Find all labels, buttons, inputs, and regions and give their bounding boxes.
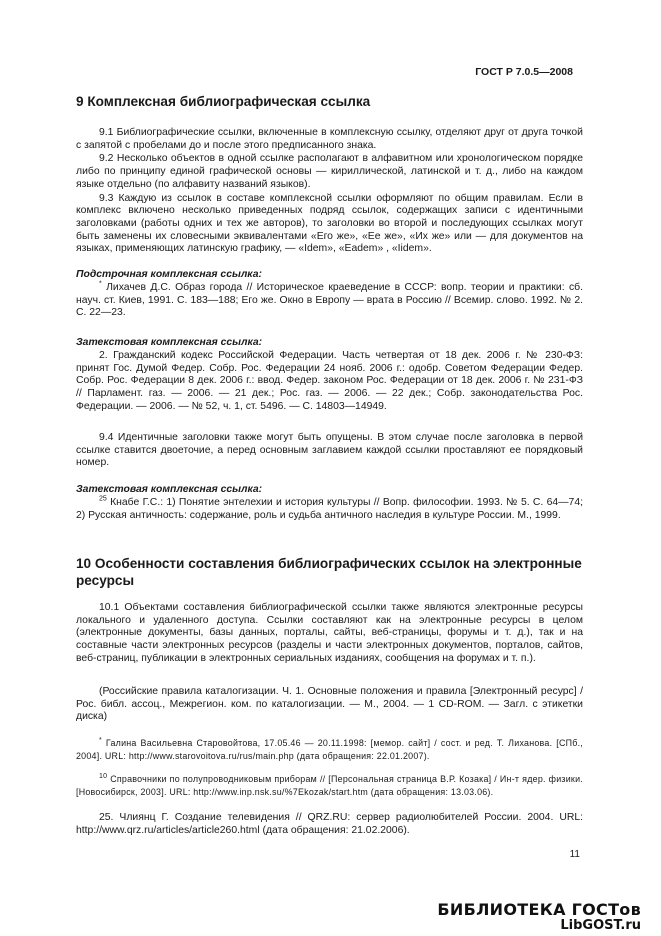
footnote-mark: 10 [99,773,108,781]
example-electronic-1 [76,686,583,725]
section-9-paragraphs [76,127,583,257]
document-id: ГОСТ Р 7.0.5—2008 [475,66,573,78]
paragraph-10-1-block [76,602,583,667]
footnote-example-1 [76,737,583,763]
paragraph-9-1: 9.1 Библиографические ссылки, включенные в комплексную ссылку, отделяют друг от друга точкой с запятой с пробелами до и после этого предписанного знака. [76,127,583,151]
example-label-intext: Затекстовая комплексная ссылка: [76,337,263,348]
footnote-text: Галина Васильевна Старовойтова, 17.05.46 — 20.11.1998: [мемор. сайт] / сост. и ред. Т. Лиханова. [СПб., 2004]. URL: http://www.starovoitova.ru/rus/main.php (дата обращения: 22.01.2007). [76,738,583,761]
footnote-mark: * [99,737,102,745]
watermark-site: LibGOST.ru [560,918,641,933]
footnote-example-2 [76,773,583,799]
footnote-mark: 25 [99,495,107,503]
example-text: 25. Члиянц Г. Создание телевидения // QRZ.RU: сервер радиолюбителей России. 2004. URL: http://www.qrz.ru/articles/article260.html (дата обращения: 21.02.2006). [76,812,583,836]
example-text: Кнабе Г.С.: 1) Понятие энтелехии и история культуры // Вопр. философии. 1993. № 5. С. 64—74; 2) Русская античность: содержание, роль и судьба античного наследия в культуре России. М., 1999. [76,497,584,521]
paragraph-9-4: 9.4 Идентичные заголовки также могут быть опущены. В этом случае после заголовка в первой ссылке ставится двоеточие, а перед основным заглавием каждой ссылки проставляют ее порядковый номер. [76,432,583,469]
paragraph-9-4-block [76,432,583,471]
example-text: 2. Гражданский кодекс Российской Федерации. Часть четвертая от 18 дек. 2006 г. № 230-ФЗ: принят Гос. Думой Федер. Собр. Рос. Федерации 24 нояб. 2006 г.: одобр. Советом Федерации Федер. Собр. Рос. Федерации 8 дек. 2006 г.: ввод. Федер. законом Рос. Федерации от 18 дек. 2006 г. № 231-ФЗ // Парламент. газ. — 2006. — 21 дек.; Рос. газ. — 2006. — 22 дек.; Собр. законодательства Рос. Федерации. — 2006. — № 52, ч. 1, ст. 5496. — С. 14803—14949. [76,350,583,412]
example-text: Лихачев Д.С. Образ города // Историческое краеведение в СССР: вопр. теории и практики: сб. науч. ст. Киев, 1991. С. 183—188; Его же. Окно в Европу — врата в Россию // Всемир. слово. 1992. № 2. С. 22—23. [76,282,583,319]
example-label-intext-2: Затекстовая комплексная ссылка: [76,484,263,495]
example-text: (Российские правила каталогизации. Ч. 1. Основные положения и правила [Электронный ресурс] / Рос. библ. ассоц., Межрегион. ком. по каталогизации. — М., 2004. — 1 CD-ROM. — Загл. с этикетки диска) [76,686,583,723]
section-10-title: 10 Особенности составления библиографических ссылок на электронные ресурсы [76,556,582,588]
page-number: 11 [569,849,580,860]
footnote-text: Справочники по полупроводниковым приборам // [Персональная страница В.Р. Козака] / Ин-т ядер. физики. [Новосибирск, 2003]. URL: http://www.inp.nsk.su/%7Ekozak/start.htm (дата обращения: 13.03.06). [76,774,583,797]
example-label-footnote: Подстрочная комплексная ссылка: [76,269,262,280]
section-9-title: 9 Комплексная библиографическая ссылка [76,94,371,109]
example-electronic-2 [76,812,583,838]
watermark-title: БИБЛИОТЕКА ГОСТов [437,900,641,919]
example-intext-ref [76,350,583,415]
paragraph-10-1: 10.1 Объектами составления библиографической ссылки также являются электронные ресурсы локального и удаленного доступа. Ссылки составляют как на электронные ресурсы в целом (электронные документы, базы данных, порталы, сайты, веб-страницы, форумы и т. д.), так и на составные части электронных ресурсов (разделы и части электронных документов, порталов, сайтов, веб-страниц, публикации в электронных сериальных изданиях, сообщения на форумах и т. п.). [76,602,583,664]
footnote-mark: * [99,280,102,288]
example-intext-ref-2 [76,497,583,523]
paragraph-9-2: 9.2 Несколько объектов в одной ссылке располагают в алфавитном или хронологическом порядке либо по принципу единой графической основы — кириллической, латинской и т. д., либо на каждом языке отдельно (по алфавиту названий языков). [76,153,583,190]
paragraph-9-3: 9.3 Каждую из ссылок в составе комплексной ссылки оформляют по общим правилам. Если в комплекс включено несколько приведенных подряд ссылок, содержащих записи с идентичными заголовками (работы одних и тех же авторов), то заголовки во второй и последующих ссылках могут быть заменены их словесными эквивалентами «Его же», «Ее же», «Их же» или — для документов на языках, применяющих латинскую графику, — «Idem», «Eadem» , «Iidem». [76,192,583,255]
example-footnote-ref [76,282,583,321]
